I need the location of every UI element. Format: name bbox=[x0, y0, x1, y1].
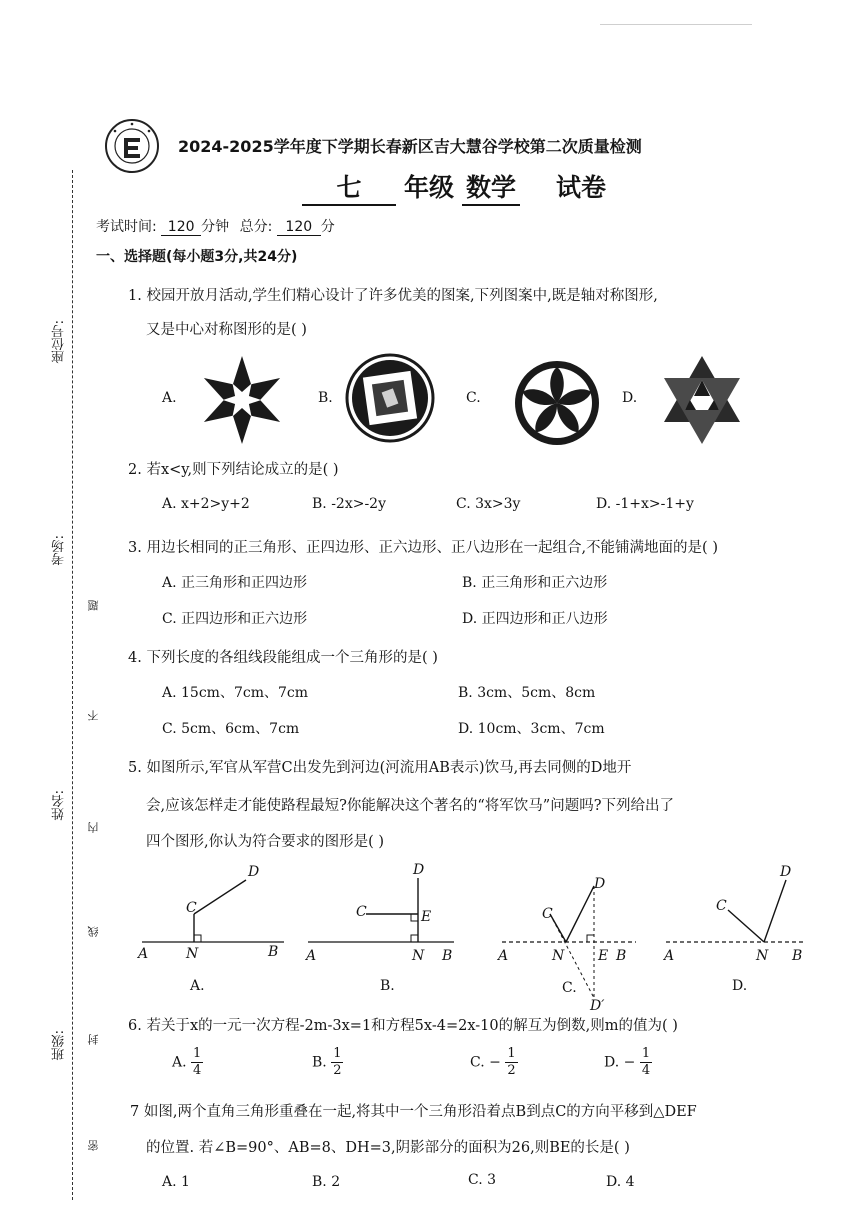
point-label: A bbox=[664, 948, 675, 964]
exam-room-label: 考场: bbox=[52, 535, 67, 566]
q5-figure-d bbox=[660, 858, 810, 968]
point-label: N bbox=[412, 948, 425, 964]
denominator: 2 bbox=[507, 1063, 516, 1078]
impossible-star-figure bbox=[656, 352, 748, 444]
q2-stem: 2. 若x<y,则下列结论成立的是( ) bbox=[128, 462, 339, 478]
q3-option-c: C. 正四边形和正六边形 bbox=[162, 611, 308, 627]
option-sign: − bbox=[623, 1054, 636, 1071]
name-label: 姓名: bbox=[52, 790, 67, 821]
point-label: D bbox=[413, 862, 425, 878]
score-unit: 分 bbox=[320, 219, 335, 235]
q6-option-b bbox=[312, 1046, 343, 1079]
q1-stem-line2: 又是中心对称图形的是( ) bbox=[146, 322, 307, 338]
q7-option-d: D. 4 bbox=[606, 1174, 635, 1190]
fraction bbox=[640, 1046, 652, 1079]
q4-option-c: C. 5cm、6cm、7cm bbox=[162, 721, 300, 737]
seal-char: 不 bbox=[87, 710, 100, 721]
q5-caption-b: B. bbox=[380, 978, 395, 994]
fraction bbox=[331, 1046, 343, 1079]
score-label: 总分: bbox=[239, 219, 273, 235]
point-label: A bbox=[498, 948, 509, 964]
point-label: N bbox=[186, 946, 199, 962]
fraction bbox=[505, 1046, 517, 1079]
seat-number-label: 座位号: bbox=[52, 320, 67, 364]
q7-option-c: C. 3 bbox=[468, 1172, 497, 1188]
five-petal-figure bbox=[512, 358, 602, 448]
q3-option-b: B. 正三角形和正六边形 bbox=[462, 575, 608, 591]
exam-info bbox=[96, 216, 335, 236]
q1-option-c-label: C. bbox=[466, 390, 481, 406]
q6-option-a bbox=[172, 1046, 203, 1079]
q2-option-d: D. -1+x>-1+y bbox=[596, 496, 694, 512]
six-point-star-figure bbox=[196, 354, 288, 446]
q3-option-d: D. 正四边形和正八边形 bbox=[462, 611, 608, 627]
q5-caption-d: D. bbox=[732, 978, 748, 994]
q7-stem-line1: 7 如图,两个直角三角形重叠在一起,将其中一个三角形沿着点B到点C的方向平移到△DEF bbox=[130, 1104, 697, 1120]
class-label: 班级: bbox=[52, 1030, 67, 1061]
binding-strip bbox=[0, 0, 100, 1226]
option-label: C. bbox=[470, 1054, 485, 1071]
grade-blank bbox=[302, 168, 396, 206]
q5-figure-a bbox=[134, 858, 294, 968]
point-label: C bbox=[356, 904, 367, 920]
exam-title: 2024-2025学年度下学期长春新区吉大慧谷学校第二次质量检测 bbox=[178, 137, 642, 156]
top-rule bbox=[600, 24, 752, 25]
seal-char: 线 bbox=[87, 926, 100, 937]
q6-option-d bbox=[604, 1046, 652, 1079]
point-label: E bbox=[598, 948, 609, 964]
q2-option-a: A. x+2>y+2 bbox=[162, 496, 250, 512]
section-title: 一、选择题(每小题3分,共24分) bbox=[96, 249, 298, 265]
dashed-binding-line bbox=[72, 170, 73, 1200]
numerator: 1 bbox=[507, 1046, 516, 1061]
denominator: 4 bbox=[641, 1063, 651, 1078]
option-label: A. bbox=[172, 1054, 187, 1071]
q4-option-d: D. 10cm、3cm、7cm bbox=[458, 721, 605, 737]
q5-figure-b bbox=[302, 858, 462, 968]
paper-label: 试卷 bbox=[556, 173, 607, 202]
q1-option-b-label: B. bbox=[318, 390, 333, 406]
q6-stem: 6. 若关于x的一元一次方程-2m-3x=1和方程5x-4=2x-10的解互为倒数,则m的值为( ) bbox=[128, 1018, 678, 1034]
q3-option-a: A. 正三角形和正四边形 bbox=[162, 575, 308, 591]
time-unit: 分钟 bbox=[201, 219, 230, 235]
q6-option-c bbox=[470, 1046, 518, 1079]
q5-caption-c: C. bbox=[562, 980, 577, 996]
denominator: 2 bbox=[333, 1063, 342, 1078]
school-logo bbox=[104, 118, 160, 174]
point-label: N bbox=[756, 948, 769, 964]
grade-suffix: 年级 bbox=[404, 173, 455, 202]
point-label: D bbox=[780, 864, 792, 880]
point-label: C bbox=[542, 906, 553, 922]
q4-option-b: B. 3cm、5cm、8cm bbox=[458, 685, 596, 701]
q5-stem-line3: 四个图形,你认为符合要求的图形是( ) bbox=[146, 834, 385, 850]
seal-char: 内 bbox=[87, 822, 100, 833]
option-label: B. bbox=[312, 1054, 327, 1071]
point-label: C bbox=[716, 898, 727, 914]
point-label: B bbox=[616, 948, 627, 964]
point-label: D′ bbox=[590, 998, 605, 1012]
q1-stem-line1: 1. 校园开放月活动,学生们精心设计了许多优美的图案,下列图案中,既是轴对称图形, bbox=[128, 288, 658, 304]
q2-option-b: B. -2x>-2y bbox=[312, 496, 386, 512]
time-value: 120 bbox=[161, 219, 201, 236]
q4-option-a: A. 15cm、7cm、7cm bbox=[162, 685, 308, 701]
q7-option-b: B. 2 bbox=[312, 1174, 341, 1190]
q5-caption-a: A. bbox=[190, 978, 205, 994]
fraction bbox=[191, 1046, 203, 1079]
option-label: D. bbox=[604, 1054, 620, 1071]
q2-option-c: C. 3x>3y bbox=[456, 496, 521, 512]
denominator: 4 bbox=[193, 1063, 202, 1078]
grade-value: 七 bbox=[336, 173, 362, 202]
point-label: E bbox=[421, 909, 432, 925]
point-label: C bbox=[186, 900, 197, 916]
q3-stem: 3. 用边长相同的正三角形、正四边形、正六边形、正八边形在一起组合,不能铺满地面的是( ) bbox=[128, 540, 718, 556]
q1-option-a-label: A. bbox=[162, 390, 177, 406]
option-sign: − bbox=[489, 1054, 501, 1071]
q1-option-d-label: D. bbox=[622, 390, 638, 406]
point-label: B bbox=[792, 948, 803, 964]
numerator: 1 bbox=[333, 1046, 342, 1061]
q7-option-a: A. 1 bbox=[162, 1174, 190, 1190]
point-label: A bbox=[306, 948, 317, 964]
point-label: B bbox=[442, 948, 453, 964]
q7-stem-line2: 的位置. 若∠B=90°、AB=8、DH=3,阴影部分的面积为26,则BE的长是( ) bbox=[146, 1140, 630, 1156]
circle-square-figure bbox=[344, 352, 436, 444]
subject-name: 数学 bbox=[462, 168, 520, 206]
q5-stem-line1: 5. 如图所示,军官从军营C出发先到河边(河流用AB表示)饮马,再去同侧的D地开 bbox=[128, 760, 632, 776]
point-label: D bbox=[594, 876, 606, 892]
seal-char: 题 bbox=[87, 600, 100, 611]
numerator: 1 bbox=[641, 1046, 651, 1061]
q5-stem-line2: 会,应该怎样走才能使路程最短?你能解决这个著名的“将军饮马”问题吗?下列给出了 bbox=[146, 798, 674, 814]
point-label: B bbox=[268, 944, 279, 960]
seal-char: 密 bbox=[87, 1140, 100, 1151]
seal-char: 封 bbox=[87, 1034, 100, 1045]
score-value: 120 bbox=[277, 219, 321, 236]
point-label: D bbox=[248, 864, 260, 880]
point-label: A bbox=[138, 946, 149, 962]
time-label: 考试时间: bbox=[96, 219, 157, 235]
q4-stem: 4. 下列长度的各组线段能组成一个三角形的是( ) bbox=[128, 650, 438, 666]
numerator: 1 bbox=[193, 1046, 202, 1061]
point-label: N bbox=[552, 948, 565, 964]
